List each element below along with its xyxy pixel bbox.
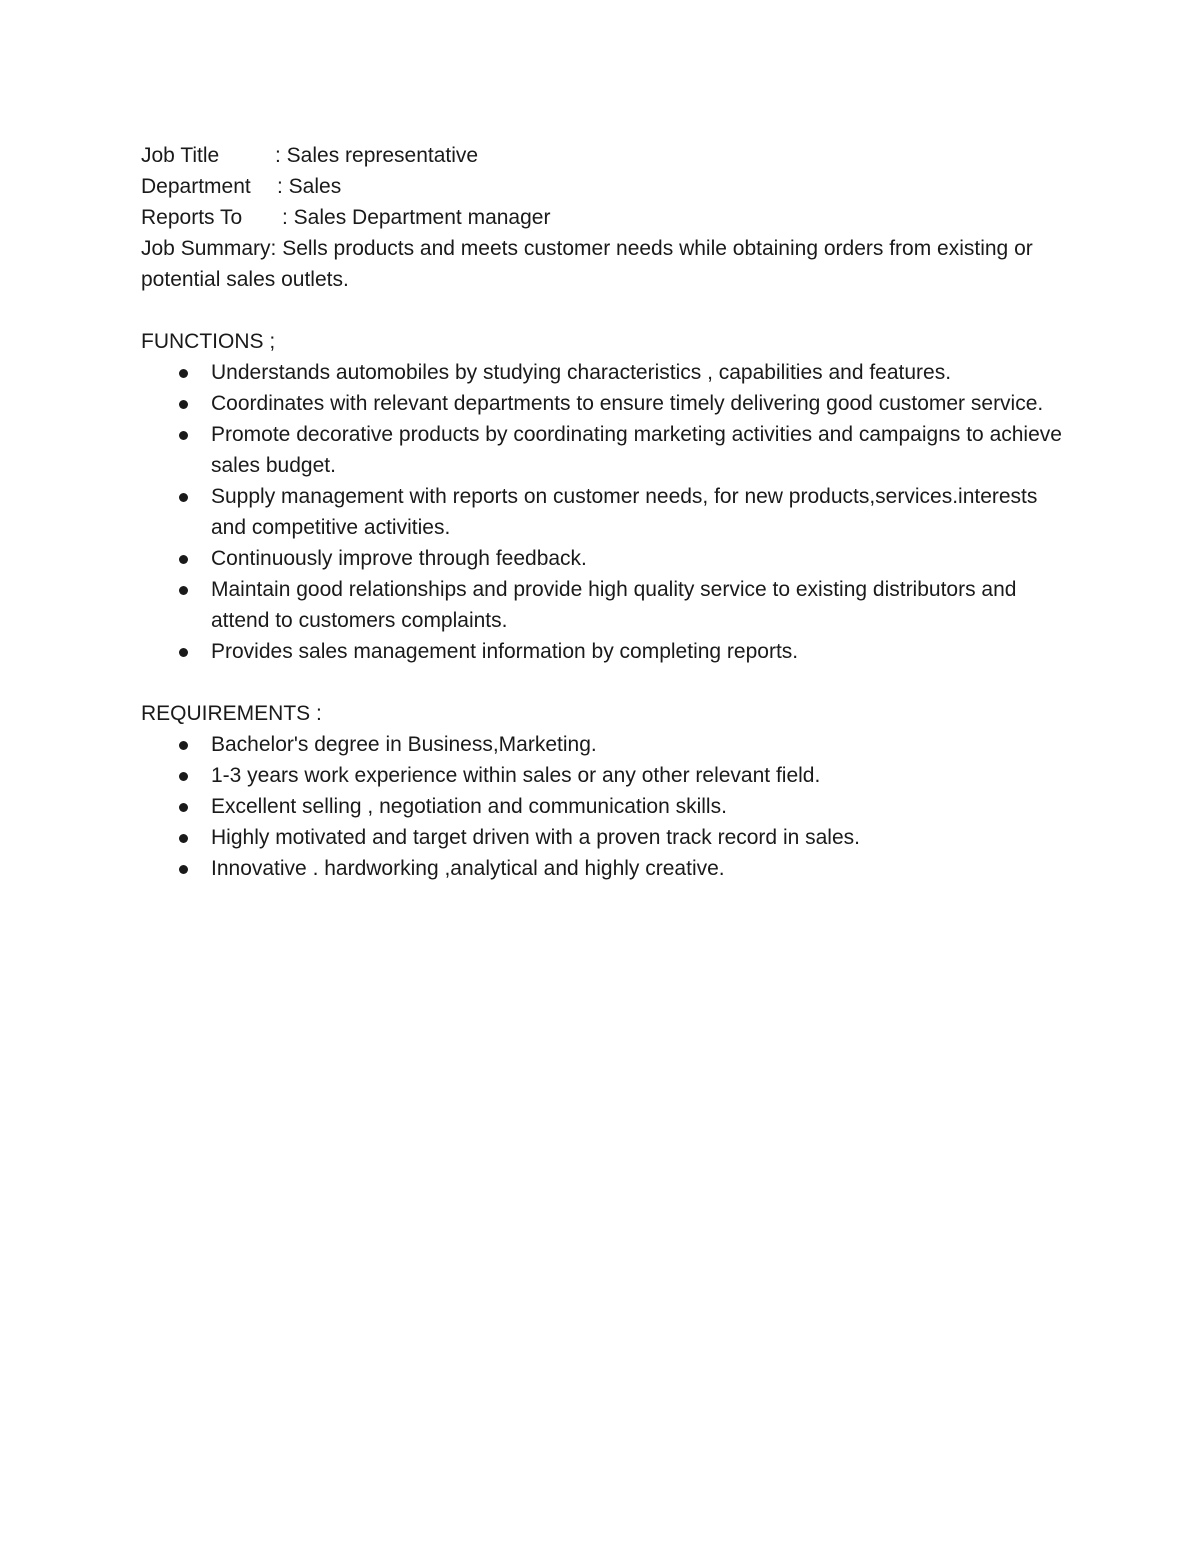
list-item [141, 481, 1071, 543]
functions-list [141, 357, 1071, 667]
bullet-icon [179, 555, 188, 564]
bullet-icon [179, 431, 188, 440]
list-item [141, 636, 1071, 667]
list-item-text: Understands automobiles by studying characteristics , capabilities and features. [211, 361, 952, 384]
bullet-icon [179, 400, 188, 409]
department-value: : Sales [277, 175, 342, 198]
list-item [141, 388, 1071, 419]
list-item [141, 729, 1071, 760]
list-item [141, 574, 1071, 636]
requirements-list [141, 729, 1071, 884]
job-title-value: : Sales representative [275, 144, 479, 167]
list-item [141, 853, 1071, 884]
functions-heading: FUNCTIONS ; [141, 330, 276, 353]
list-item-text: Innovative . hardworking ,analytical and highly creative. [211, 857, 725, 880]
list-item-text: Highly motivated and target driven with a proven track record in sales. [211, 826, 860, 849]
bullet-icon [179, 865, 188, 874]
list-item [141, 419, 1071, 481]
list-item [141, 760, 1071, 791]
list-item [141, 791, 1071, 822]
requirements-heading: REQUIREMENTS : [141, 702, 322, 725]
job-title-label: Job Title [141, 144, 220, 167]
list-item [141, 822, 1071, 853]
reports-to-row [141, 202, 1071, 233]
bullet-icon [179, 772, 188, 781]
department-label: Department [141, 175, 251, 198]
list-item-text: 1-3 years work experience within sales or any other relevant field. [211, 764, 821, 787]
bullet-icon [179, 741, 188, 750]
list-item-text: Excellent selling , negotiation and communication skills. [211, 795, 727, 818]
reports-to-label: Reports To [141, 206, 243, 229]
department-row [141, 171, 1071, 202]
list-item-text: Promote decorative products by coordinating marketing activities and campaigns to achieve sales budget. [211, 423, 1062, 477]
list-item-text: Maintain good relationships and provide high quality service to existing distributors and attend to customers complaints. [211, 578, 1017, 632]
bullet-icon [179, 834, 188, 843]
bullet-icon [179, 493, 188, 502]
bullet-icon [179, 586, 188, 595]
list-item-text: Provides sales management information by completing reports. [211, 640, 799, 663]
bullet-icon [179, 648, 188, 657]
bullet-icon [179, 369, 188, 378]
list-item-text: Supply management with reports on customer needs, for new products,services.interests and competitive activities. [211, 485, 1038, 539]
job-summary: Job Summary: Sells products and meets customer needs while obtaining orders from existing or potential sales outlets. [141, 237, 1033, 291]
job-title-row [141, 140, 1071, 171]
list-item [141, 543, 1071, 574]
list-item-text: Continuously improve through feedback. [211, 547, 587, 570]
list-item [141, 357, 1071, 388]
list-item-text: Bachelor's degree in Business,Marketing. [211, 733, 597, 756]
document-page [141, 140, 1071, 884]
list-item-text: Coordinates with relevant departments to ensure timely delivering good customer service. [211, 392, 1044, 415]
bullet-icon [179, 803, 188, 812]
reports-to-value: : Sales Department manager [282, 206, 551, 229]
